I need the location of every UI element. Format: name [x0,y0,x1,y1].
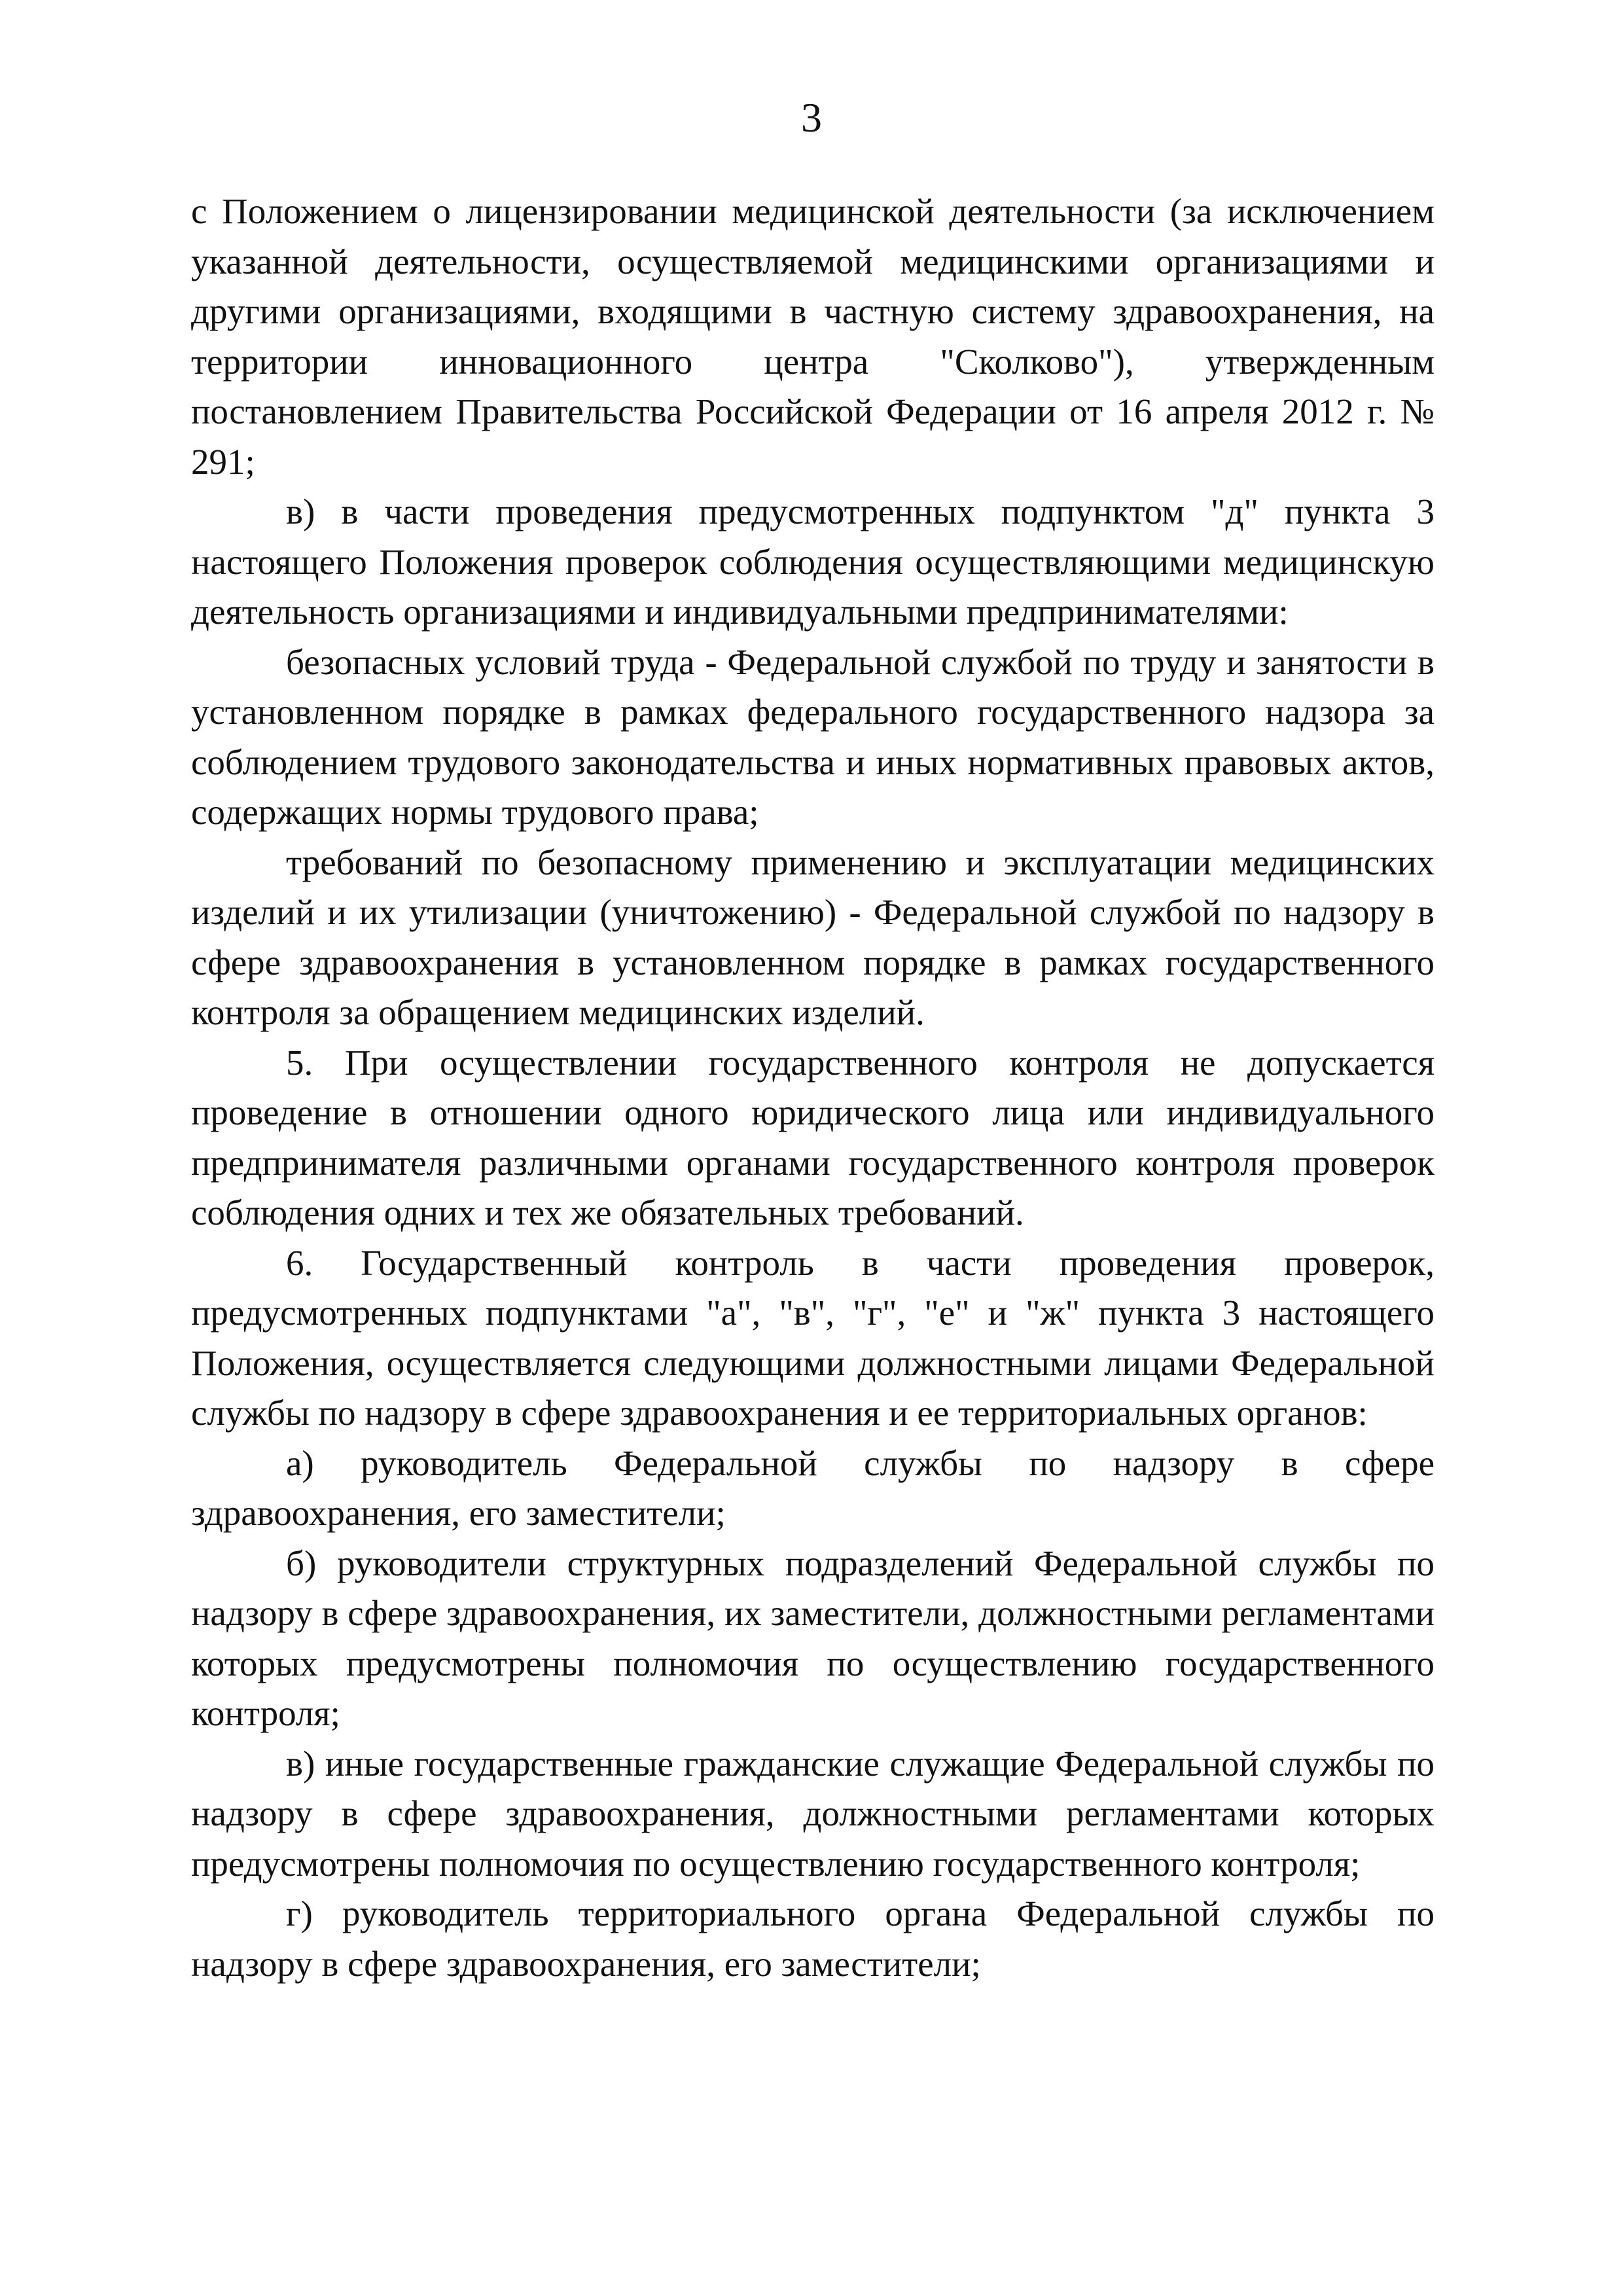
paragraph-item-6-g: г) руководитель территориального органа Федеральной службы по надзору в сфере здравоохранения, его заместители; [191,1893,1435,1984]
paragraph-licensing-regulation: с Положением о лицензировании медицинской деятельности (за исключением указанной деятельности, осуществляемой медицинскими организациями и другими организациями, входящими в частную систему здравоохранения, на территории инновационного центра "Сколково"), утвержденным постановлением Правительства Российской Федерации от 16 апреля 2012 г. № 291; [191,191,1435,482]
paragraph-safe-labor-conditions: безопасных условий труда - Федеральной службой по труду и занятости в установленном порядке в рамках федерального государственного надзора за соблюдением трудового законодательства и иных нормативных правовых актов, содержащих нормы трудового права; [191,641,1435,832]
paragraph-medical-devices-requirements: требований по безопасному применению и эксплуатации медицинских изделий и их утилизации (уничтожению) - Федеральной службой по надзору в сфере здравоохранения в установленном порядке в рамках государственного контроля за обращением медицинских изделий. [191,842,1435,1032]
paragraph-subitem-v-checks: в) в части проведения предусмотренных подпунктом "д" пункта 3 настоящего Положения проверок соблюдения осуществляющими медицинскую деятельность организациями и индивидуальными предпринимателями: [191,492,1435,632]
paragraph-item-6-a: а) руководитель Федеральной службы по надзору в сфере здравоохранения, его заместители; [191,1443,1435,1533]
paragraph-item-5: 5. При осуществлении государственного контроля не допускается проведение в отношении одного юридического лица или индивидуального предпринимателя различными органами государственного контроля проверок соблюдения одних и тех же обязательных требований. [191,1042,1435,1232]
document-body [191,187,1435,1989]
page-number: 3 [801,94,822,141]
paragraph-item-6-v: в) иные государственные гражданские служащие Федеральной службы по надзору в сфере здравоохранения, должностными регламентами которых предусмотрены полномочия по осуществлению государственного контроля; [191,1743,1435,1884]
paragraph-item-6: 6. Государственный контроль в части проведения проверок, предусмотренных подпунктами "а", "в", "г", "е" и "ж" пункта 3 настоящего Положения, осуществляется следующими должностными лицами Федеральной службы по надзору в сфере здравоохранения и ее территориальных органов: [191,1242,1435,1433]
paragraph-item-6-b: б) руководители структурных подразделений Федеральной службы по надзору в сфере здравоохранения, их заместители, должностными регламентами которых предусмотрены полномочия по осуществлению государственного контроля; [191,1543,1435,1733]
